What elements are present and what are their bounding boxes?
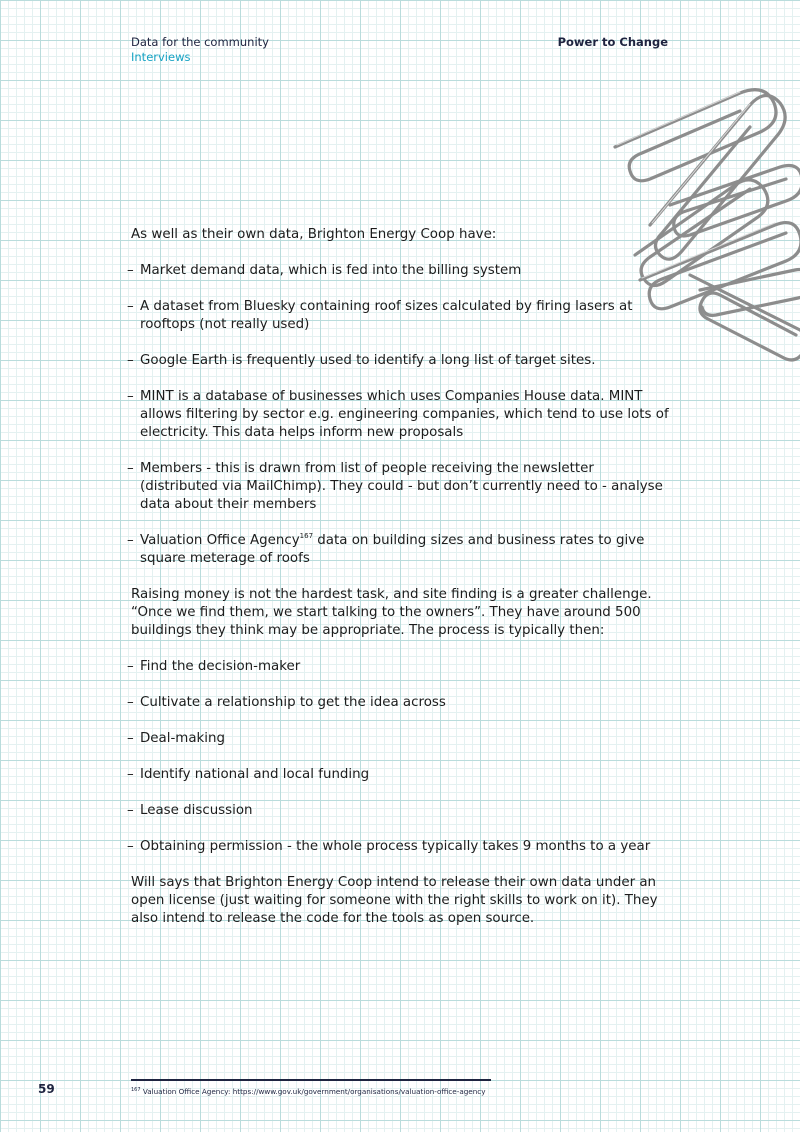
- footnote: [131, 1087, 485, 1096]
- footnote-text: Valuation Office Agency: https://www.gov.uk/government/organisations/valuation-office-agency: [142, 1087, 486, 1096]
- process-intro: Raising money is not the hardest task, and site finding is a greater challenge. “Once we find them, we start talking to the owners”. They have around 500 buildings they think may be appropriate. The process is typically then:: [131, 587, 652, 638]
- running-header: [131, 35, 269, 65]
- process-step: – Find the decision-maker: [127, 659, 301, 674]
- list-item: – Valuation Office Agency$^{167}$ data on building sizes and business rates to give square meterage of roofs: [127, 532, 645, 566]
- footnote-reference: 167: [299, 532, 314, 540]
- list-item: – MINT is a database of businesses which uses Companies House data. MINT allows filtering by sector e.g. engineering companies, which tend to use lots of electricity. This data helps inform new proposals: [127, 389, 669, 440]
- closing-paragraph: Will says that Brighton Energy Coop intend to release their own data under an open license (just waiting for someone with the right skills to work on it). They also intend to release the code for the tools as open source.: [131, 875, 658, 926]
- section-name: Interviews: [131, 50, 191, 64]
- list-item: – Members - this is drawn from list of people receiving the newsletter (distributed via MailChimp). They could - but don’t currently need to - analyse data about their members: [127, 461, 663, 512]
- process-step: – Lease discussion: [127, 803, 253, 818]
- footnote-number: 167: [131, 1087, 141, 1093]
- process-step: – Deal-making: [127, 731, 226, 746]
- document-title: Data for the community: [131, 35, 269, 49]
- list-item: – Google Earth is frequently used to identify a long list of target sites.: [127, 353, 596, 368]
- page-number: 59: [38, 1082, 55, 1096]
- list-item: – A dataset from Bluesky containing roof sizes calculated by firing lasers at rooftops (not really used): [127, 299, 633, 332]
- list-item: – Market demand data, which is fed into the billing system: [127, 263, 522, 278]
- footnote-divider: [131, 1079, 491, 1081]
- process-step: – Identify national and local funding: [127, 767, 370, 782]
- process-step: – Cultivate a relationship to get the idea across: [127, 695, 446, 710]
- brand-name: Power to Change: [557, 35, 668, 49]
- data-sources-intro: As well as their own data, Brighton Energy Coop have:: [131, 227, 497, 242]
- article-body: [127, 226, 672, 928]
- process-step: – Obtaining permission - the whole process typically takes 9 months to a year: [127, 839, 651, 854]
